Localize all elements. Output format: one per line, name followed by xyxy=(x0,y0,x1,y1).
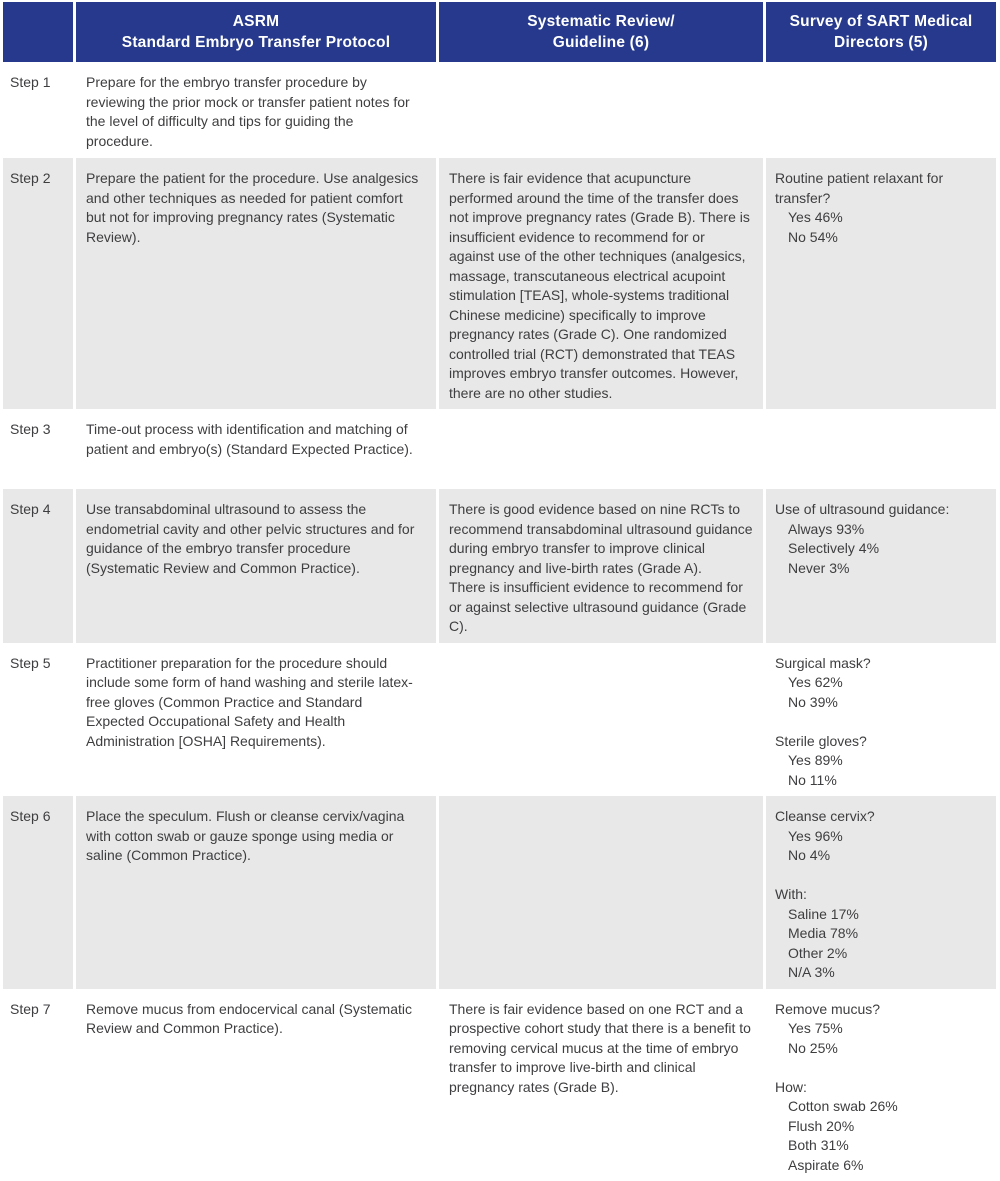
protocol-text: Remove mucus from endocervical canal (Systematic Review and Common Practice). xyxy=(86,1000,424,1039)
header-cell-review xyxy=(439,2,763,62)
protocol-text: Time-out process with identification and matching of patient and embryo(s) (Standard Expected Practice). xyxy=(86,420,424,459)
table-row-step-1 xyxy=(3,62,996,158)
step-label: Step 3 xyxy=(3,409,73,489)
survey-cell xyxy=(766,489,996,643)
table-row-step-2 xyxy=(3,158,996,409)
survey-question: Use of ultrasound guidance: xyxy=(775,500,990,520)
survey-answer: No 25% xyxy=(775,1039,990,1059)
survey-block xyxy=(775,169,990,247)
survey-answer: Both 31% xyxy=(775,1136,990,1156)
survey-answer: Always 93% xyxy=(775,520,990,540)
step-label: Step 1 xyxy=(3,62,73,158)
table-row-step-4 xyxy=(3,489,996,643)
embryo-transfer-protocol-table xyxy=(3,2,996,1181)
survey-question: Surgical mask? xyxy=(775,654,990,674)
header-review-line1: Systematic Review/ xyxy=(527,11,674,32)
survey-answer: Flush 20% xyxy=(775,1117,990,1137)
survey-answer: Cotton swab 26% xyxy=(775,1097,990,1117)
review-cell xyxy=(439,489,763,643)
protocol-cell xyxy=(76,796,436,989)
review-cell xyxy=(439,158,763,409)
survey-answer: No 4% xyxy=(775,846,990,866)
protocol-cell xyxy=(76,989,436,1181)
survey-answer: Yes 96% xyxy=(775,827,990,847)
header-cell-survey xyxy=(766,2,996,62)
review-cell xyxy=(439,62,763,158)
survey-answer: Never 3% xyxy=(775,559,990,579)
survey-cell xyxy=(766,409,996,489)
header-survey-line2: Directors (5) xyxy=(834,32,928,53)
step-label: Step 5 xyxy=(3,643,73,797)
survey-answer: Yes 75% xyxy=(775,1019,990,1039)
survey-question: With: xyxy=(775,885,990,905)
table-row-step-5 xyxy=(3,643,996,797)
review-cell xyxy=(439,796,763,989)
survey-answer: Yes 62% xyxy=(775,673,990,693)
protocol-text: Prepare for the embryo transfer procedure by reviewing the prior mock or transfer patient notes for the level of difficulty and tips for guiding the procedure. xyxy=(86,73,424,151)
survey-question: Remove mucus? xyxy=(775,1000,990,1020)
header-cell-step xyxy=(3,2,73,62)
survey-block xyxy=(775,885,990,983)
protocol-cell xyxy=(76,409,436,489)
step-label: Step 4 xyxy=(3,489,73,643)
survey-cell xyxy=(766,62,996,158)
step-label: Step 7 xyxy=(3,989,73,1181)
protocol-cell xyxy=(76,643,436,797)
survey-cell xyxy=(766,643,996,797)
survey-question: Cleanse cervix? xyxy=(775,807,990,827)
review-text: There is fair evidence that acupuncture performed around the time of the transfer does not improve pregnancy rates (Grade B). There is insufficient evidence to recommend for or against use of the other techniques (analgesics, massage, transcutaneous electrical acupoint stimulation [TEAS], whole-systems traditional Chinese medicine) specifically to improve pregnancy rates (Grade C). One randomized controlled trial (RCT) demonstrated that TEAS improves embryo transfer outcomes. However, there are no other studies. xyxy=(449,169,753,403)
protocol-text: Use transabdominal ultrasound to assess the endometrial cavity and other pelvic structures and for guidance of the embryo transfer procedure (Systematic Review and Common Practice). xyxy=(86,500,424,578)
header-review-line2: Guideline (6) xyxy=(553,32,649,53)
survey-question: Routine patient relaxant for transfer? xyxy=(775,169,990,208)
header-survey-line1: Survey of SART Medical xyxy=(790,11,973,32)
review-text: There is insufficient evidence to recommend for or against selective ultrasound guidance (Grade C). xyxy=(449,578,753,637)
review-text: There is good evidence based on nine RCTs to recommend transabdominal ultrasound guidance during embryo transfer to improve clinical pregnancy and live-birth rates (Grade A). xyxy=(449,500,753,578)
review-cell xyxy=(439,409,763,489)
protocol-text: Prepare the patient for the procedure. Use analgesics and other techniques as needed for patient comfort but not for improving pregnancy rates (Systematic Review). xyxy=(86,169,424,247)
review-text: There is fair evidence based on one RCT and a prospective cohort study that there is a benefit to removing cervical mucus at the time of embryo transfer to improve live-birth and clinical pregnancy rates (Grade B). xyxy=(449,1000,753,1098)
survey-answer: Aspirate 6% xyxy=(775,1156,990,1176)
header-protocol-line2: Standard Embryo Transfer Protocol xyxy=(122,32,390,53)
survey-question: How: xyxy=(775,1078,990,1098)
table-row-step-6 xyxy=(3,796,996,989)
header-protocol-line1: ASRM xyxy=(233,11,279,32)
survey-block xyxy=(775,1078,990,1176)
survey-answer: No 54% xyxy=(775,228,990,248)
step-label: Step 6 xyxy=(3,796,73,989)
survey-block xyxy=(775,654,990,713)
survey-cell xyxy=(766,989,996,1181)
survey-block xyxy=(775,807,990,866)
survey-cell xyxy=(766,158,996,409)
protocol-cell xyxy=(76,158,436,409)
review-cell xyxy=(439,643,763,797)
survey-answer: N/A 3% xyxy=(775,963,990,983)
survey-question: Sterile gloves? xyxy=(775,732,990,752)
protocol-text: Practitioner preparation for the procedure should include some form of hand washing and sterile latex-free gloves (Common Practice and Standard Expected Occupational Safety and Health Administration [OSHA] Requirements). xyxy=(86,654,424,752)
protocol-cell xyxy=(76,62,436,158)
table-header-row xyxy=(3,2,996,62)
survey-answer: No 11% xyxy=(775,771,990,791)
survey-cell xyxy=(766,796,996,989)
survey-block xyxy=(775,732,990,791)
survey-answer: Yes 89% xyxy=(775,751,990,771)
table-row-step-7 xyxy=(3,989,996,1181)
survey-answer: Saline 17% xyxy=(775,905,990,925)
survey-answer: Selectively 4% xyxy=(775,539,990,559)
step-label: Step 2 xyxy=(3,158,73,409)
survey-answer: Yes 46% xyxy=(775,208,990,228)
protocol-cell xyxy=(76,489,436,643)
survey-answer: No 39% xyxy=(775,693,990,713)
review-cell xyxy=(439,989,763,1181)
survey-block xyxy=(775,500,990,578)
protocol-text: Place the speculum. Flush or cleanse cervix/vagina with cotton swab or gauze sponge using media or saline (Common Practice). xyxy=(86,807,424,866)
header-cell-protocol xyxy=(76,2,436,62)
survey-block xyxy=(775,1000,990,1059)
table-row-step-3 xyxy=(3,409,996,489)
survey-answer: Other 2% xyxy=(775,944,990,964)
survey-answer: Media 78% xyxy=(775,924,990,944)
